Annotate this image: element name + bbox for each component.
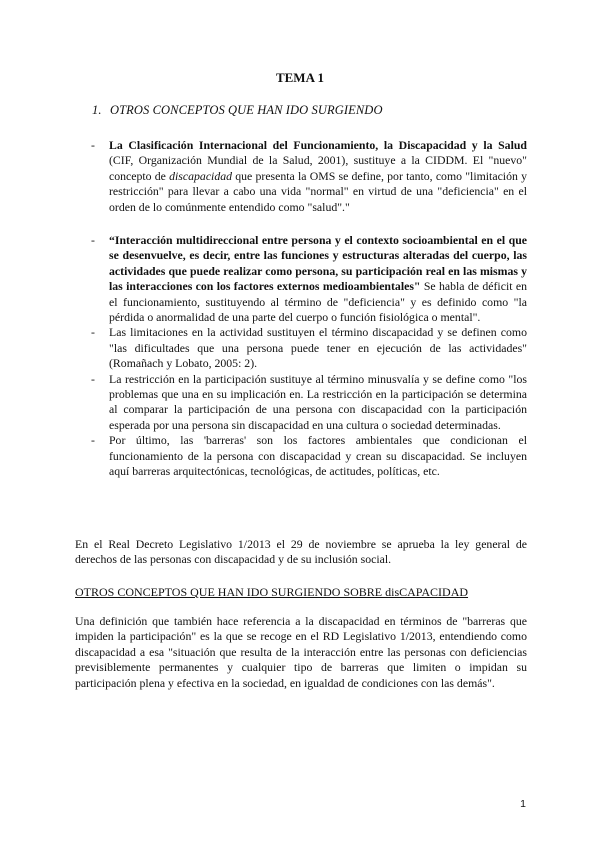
concept-list (91, 138, 527, 215)
list-item-text: que presenta la OMS se define, por tanto, como "limitación y restricción" para llevar a cabo una vida "normal" en virtud de una "deficiencia" en el orden de lo comúnmente entendido como "salud"." (109, 168, 527, 214)
concept-list-continued (91, 233, 527, 480)
paragraph-definition: Una definición que también hace referencia a la discapacidad en términos de "barreras que impiden la participación" es la que se recoge en el RD Legislativo 1/2013, entendiendo como discapacidad a esa "situación que resulta de la interacción entre las personas con deficiencias previsiblemente permanentes y cualquier tipo de barreras que limiten o impidan su participación plena y efectiva en la sociedad, en igualdad de condiciones con las demás". (75, 614, 527, 690)
list-item-text: La restricción en la participación sustituye al término minusvalía y se define como "los problemas que una en su implicación en. La restricción en la participación se determina al comparar la participación de una persona con discapacidad con la participación esperada por una persona sin discapacidad en una cultura o sociedad determinadas. (109, 371, 527, 432)
page-title: TEMA 1 (275, 70, 325, 85)
list-dash: - (91, 233, 95, 247)
page-number: 1 (520, 798, 526, 810)
list-item-text: Las limitaciones en la actividad sustituyen el término discapacidad y se definen como "las dificultades que una persona puede tener en ejecución de las actividades" (Romañach y Lobato, 2005: 2). (109, 325, 527, 371)
list-item (91, 372, 527, 434)
section-heading (92, 103, 383, 118)
section-number: 1. (92, 103, 102, 117)
section-heading-text: OTROS CONCEPTOS QUE HAN IDO SURGIENDO (110, 103, 383, 117)
list-dash: - (91, 325, 95, 340)
section-heading-2: OTROS CONCEPTOS QUE HAN IDO SURGIENDO SOBRE disCAPACIDAD (75, 585, 469, 599)
list-dash: - (91, 371, 95, 386)
list-item-bold: “Interacción multidireccional entre persona y el contexto socioambiental en el que se desenvuelve, es decir, entre las funciones y estructuras alteradas del cuerpo, las actividades que puede realizar como persona, su participación real en las mismas y las interacciones con los factores externos medioambientales" (109, 233, 527, 294)
list-dash: - (91, 138, 95, 152)
paragraph-real-decreto: En el Real Decreto Legislativo 1/2013 el 29 de noviembre se aprueba la ley general de derechos de las personas con discapacidad y de su inclusión social. (75, 537, 527, 567)
list-item-text: Se habla de déficit en el funcionamiento, sustituyendo al término de "deficiencia" y es definido como "la pérdida o anormalidad de una parte del cuerpo o función fisiológica o mental". (109, 279, 527, 325)
list-item (91, 433, 527, 479)
list-item-text: Por último, las 'barreras' son los factores ambientales que condicionan el funcionamiento de la persona con discapacidad y crean su discapacidad. Se incluyen aquí barreras arquitectónicas, tecnológicas, de actitudes, políticas, etc. (109, 433, 527, 479)
list-item-text: (CIF, Organización Mundial de la Salud, 2001), sustituye a la CIDDM. El "nuevo" concepto de (109, 153, 527, 183)
list-dash: - (91, 433, 95, 448)
list-item (91, 233, 527, 325)
list-item (91, 138, 527, 215)
list-item (91, 325, 527, 371)
list-item-italic: discapacidad (169, 168, 233, 183)
list-item-bold: La Clasificación Internacional del Funcionamiento, la Discapacidad y la Salud (109, 138, 527, 152)
